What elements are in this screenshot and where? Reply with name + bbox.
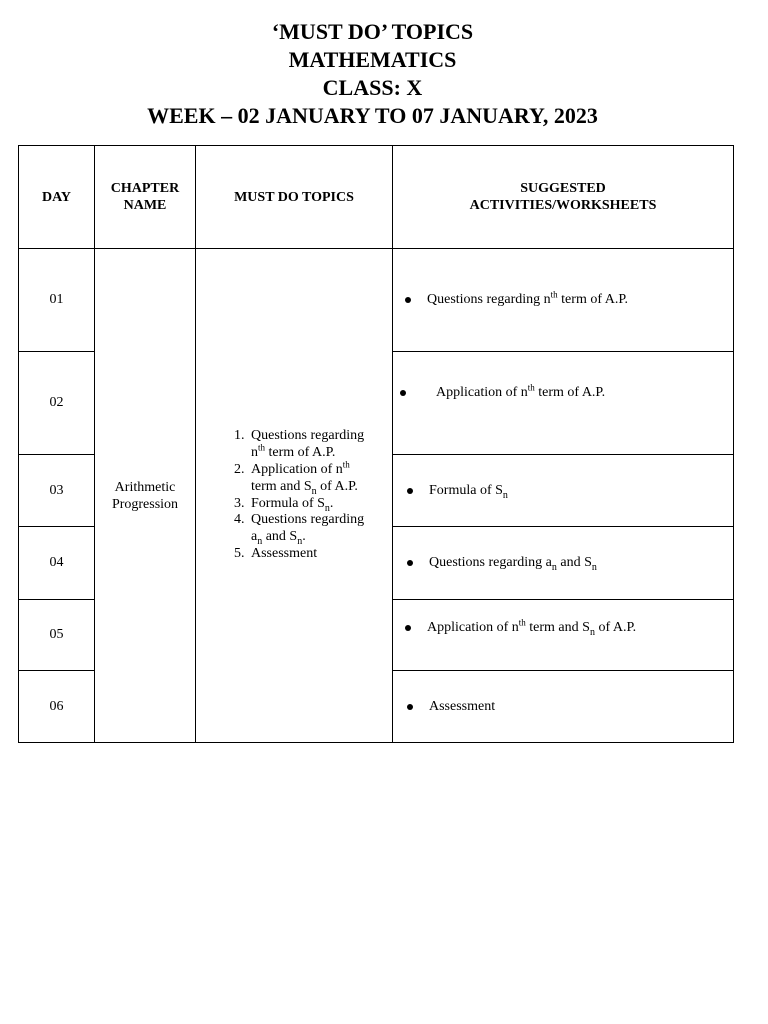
day-cell: 06 (19, 671, 95, 743)
title-line-must-do: ‘MUST DO’ TOPICS (271, 19, 474, 44)
activity-item: Questions regarding $a_n$ and $S_n$ (393, 555, 733, 571)
schedule-table (18, 145, 734, 743)
list-item: 2. Application of $n^{th}$ term and $S_n$ of A.P. (248, 462, 386, 496)
header-day: DAY (19, 146, 95, 249)
must-do-topics-cell (196, 249, 393, 743)
activity-cell (393, 527, 734, 600)
title-line-subject: MATHEMATICS (288, 47, 457, 72)
day-cell: 02 (19, 352, 95, 455)
day-cell: 05 (19, 600, 95, 671)
header-must-do-topics: MUST DO TOPICS (196, 146, 393, 249)
activity-item: Questions regarding $n^{th}$ term of A.P. (393, 292, 733, 308)
day-cell: 03 (19, 455, 95, 527)
list-item: 4. Questions regarding $a_n$ and $S_n$. (248, 512, 386, 546)
bullet-icon (407, 488, 413, 494)
activity-item: Assessment (393, 699, 733, 715)
activity-cell (393, 249, 734, 352)
day-cell: 04 (19, 527, 95, 600)
activity-cell (393, 600, 734, 671)
table-header-row (19, 146, 734, 249)
document-title (0, 18, 745, 130)
activity-cell (393, 671, 734, 743)
table-row (19, 249, 734, 352)
bullet-icon (400, 390, 406, 396)
bullet-icon (405, 297, 411, 303)
bullet-icon (407, 560, 413, 566)
activity-item: Formula of $S_n$ (393, 483, 733, 499)
bullet-icon (405, 625, 411, 631)
day-cell: 01 (19, 249, 95, 352)
activity-item: Application of $n^{th}$ term and $S_n$ of A.P. (393, 620, 733, 636)
list-item: 5. Assessment (248, 546, 386, 563)
chapter-name-cell: Arithmetic Progression (95, 249, 196, 743)
topics-list (196, 428, 392, 562)
title-line-class: CLASS: X (322, 75, 423, 100)
activity-cell (393, 455, 734, 527)
bullet-icon (407, 704, 413, 710)
list-item: 3. Formula of $S_n$. (248, 496, 386, 513)
activity-cell (393, 352, 734, 455)
list-item: 1. Questions regarding $n^{th}$ term of A.P. (248, 428, 386, 462)
header-suggested-activities: SUGGESTED ACTIVITIES/WORKSHEETS (393, 146, 734, 249)
header-chapter-name: CHAPTER NAME (95, 146, 196, 249)
activity-item: Application of $n^{th}$ term of A.P. (393, 385, 733, 401)
title-line-week: WEEK – 02 JANUARY TO 07 JANUARY, 2023 (147, 103, 598, 128)
